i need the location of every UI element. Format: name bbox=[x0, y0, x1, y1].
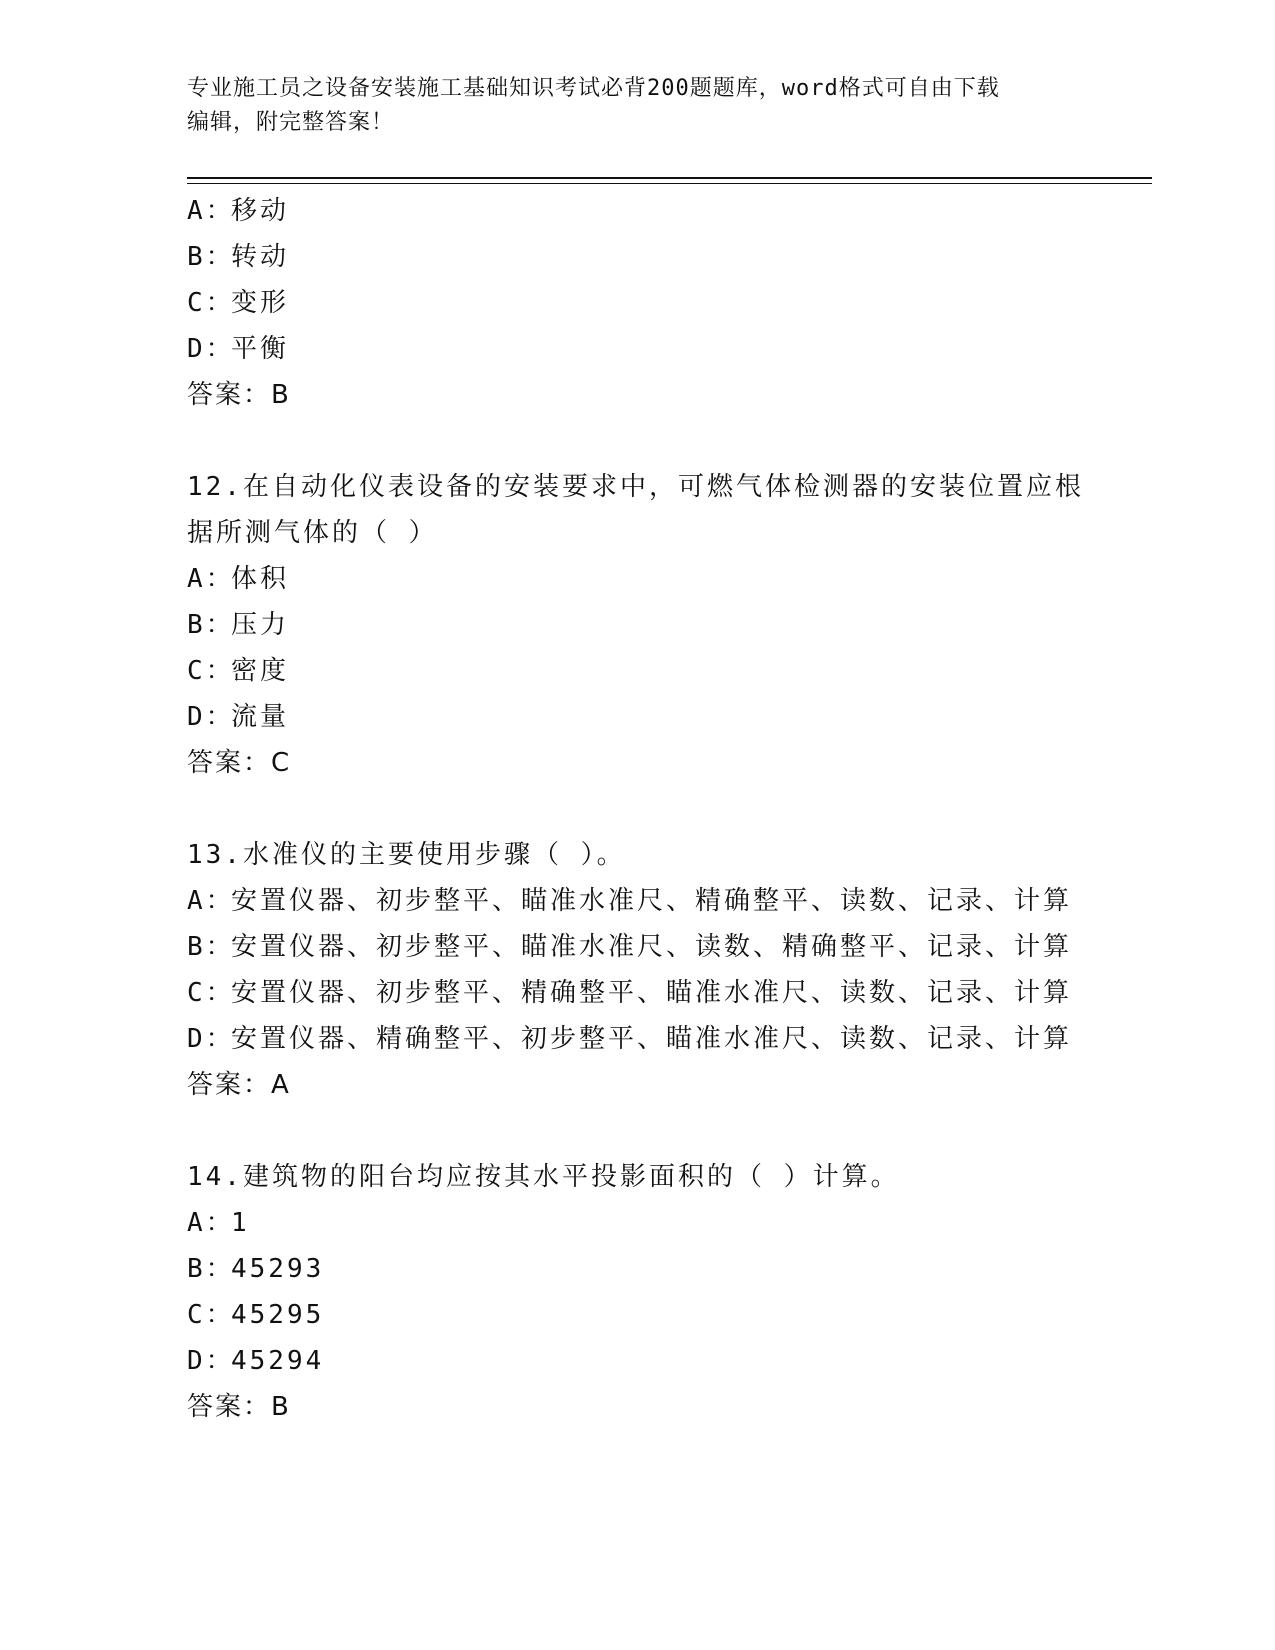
answer-value: A bbox=[271, 1070, 291, 1100]
header-line-1: 专业施工员之设备安装施工基础知识考试必背200题题库，word格式可自由下载 bbox=[187, 76, 1000, 101]
option-c: C：45295 bbox=[187, 1300, 325, 1330]
option-a: A：安置仪器、初步整平、瞄准水准尺、精确整平、读数、记录、计算 bbox=[187, 886, 1073, 916]
header-line-2: 编辑，附完整答案！ bbox=[187, 110, 395, 135]
option-a: A：体积 bbox=[187, 564, 290, 594]
question-12 bbox=[187, 464, 1087, 786]
option-c: C：变形 bbox=[187, 288, 290, 318]
question-stem: 14.建筑物的阳台均应按其水平投影面积的（ ）计算。 bbox=[187, 1162, 900, 1192]
answer-value: B bbox=[271, 380, 291, 410]
spacer bbox=[187, 418, 1087, 464]
option-b: B：转动 bbox=[187, 242, 290, 272]
question-11-options bbox=[187, 188, 1087, 418]
header-rule-thin bbox=[187, 183, 1152, 184]
option-c: C：安置仪器、初步整平、精确整平、瞄准水准尺、读数、记录、计算 bbox=[187, 978, 1073, 1008]
option-b: B：压力 bbox=[187, 610, 290, 640]
answer-line: 答案：B bbox=[187, 1392, 291, 1422]
option-c: C：密度 bbox=[187, 656, 290, 686]
option-b: B：安置仪器、初步整平、瞄准水准尺、读数、精确整平、记录、计算 bbox=[187, 932, 1073, 962]
option-d: D：45294 bbox=[187, 1346, 325, 1376]
option-a: A：移动 bbox=[187, 196, 290, 226]
spacer bbox=[187, 1108, 1087, 1154]
question-stem-continued: 据所测气体的（ ） bbox=[187, 518, 438, 548]
document-header bbox=[187, 72, 1067, 140]
option-d: D：安置仪器、精确整平、初步整平、瞄准水准尺、读数、记录、计算 bbox=[187, 1024, 1073, 1054]
header-rule-thick bbox=[187, 177, 1152, 179]
option-d: D：流量 bbox=[187, 702, 290, 732]
option-d: D：平衡 bbox=[187, 334, 290, 364]
answer-value: C bbox=[271, 748, 292, 778]
option-b: B：45293 bbox=[187, 1254, 325, 1284]
answer-line: 答案：A bbox=[187, 1070, 291, 1100]
question-stem: 13.水准仪的主要使用步骤（ ）。 bbox=[187, 840, 626, 870]
answer-line: 答案：C bbox=[187, 748, 292, 778]
question-13 bbox=[187, 832, 1087, 1108]
question-14 bbox=[187, 1154, 1087, 1430]
answer-value: B bbox=[271, 1392, 291, 1422]
spacer bbox=[187, 786, 1087, 832]
answer-line: 答案：B bbox=[187, 380, 291, 410]
question-content bbox=[187, 188, 1087, 1430]
question-stem: 12.在自动化仪表设备的安装要求中，可燃气体检测器的安装位置应根 bbox=[187, 472, 1084, 502]
option-a: A：1 bbox=[187, 1208, 250, 1238]
